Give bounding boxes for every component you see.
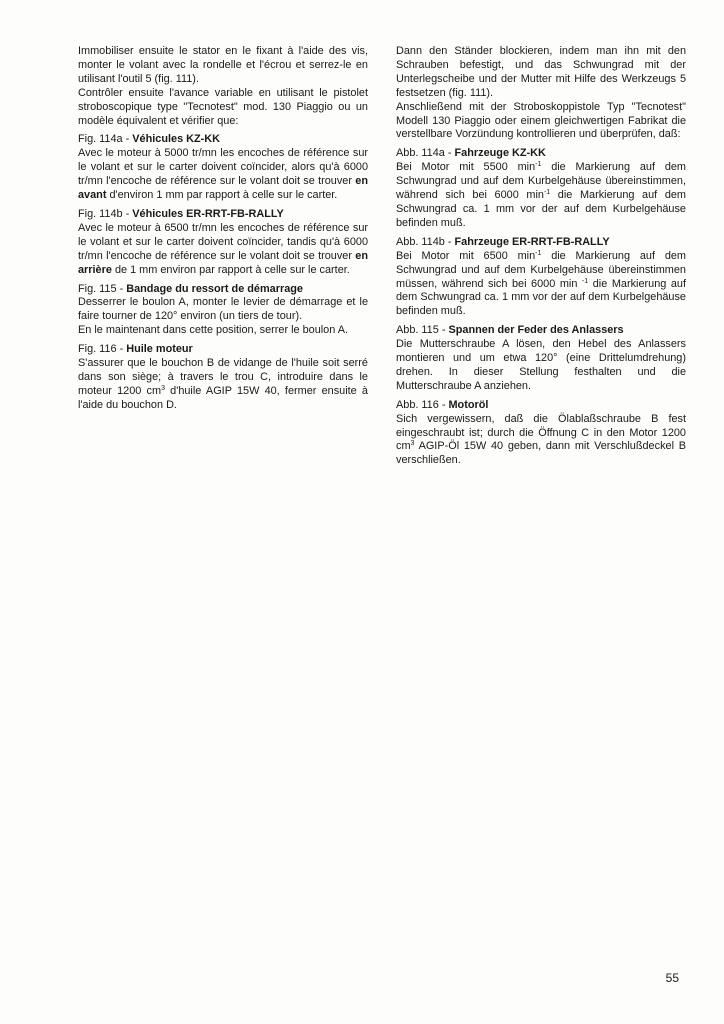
paragraph-intro-1: Immobiliser ensuite le stator en le fixant à l'aide des vis, monter le volant avec la rondelle et l'écrou et serrez-le en utilisant l'outil 5 (fig. 111). <box>78 45 368 85</box>
emphasis-text: en arrière <box>78 249 368 276</box>
figure-ref: Abb. 114a - <box>396 147 455 160</box>
figure-ref: Abb. 115 - <box>396 324 449 337</box>
section-body-115b: En le maintenant dans cette position, serrer le boulon A. <box>78 324 349 337</box>
section-heading-116 <box>396 399 686 413</box>
section-body-116 <box>78 357 368 413</box>
emphasis-text: en avant <box>78 175 368 202</box>
section-title: Véhicules ER-RRT-FB-RALLY <box>132 207 284 220</box>
body-text: Sich vergewissern, daß die Ölablaßschraube B fest eingeschraubt ist; durch die Öffnung C in den Motor 1200 cm <box>396 412 686 453</box>
section-title: Véhicules KZ-KK <box>132 133 221 146</box>
body-text: de 1 mm environ par rapport à celle sur le carter. <box>111 263 350 276</box>
section-heading-114b <box>78 208 368 222</box>
figure-ref: Abb. 114b - <box>396 235 455 248</box>
superscript: -1 <box>581 277 589 285</box>
section-title: Motoröl <box>448 398 489 411</box>
section-body-115a: Desserrer le boulon A, monter le levier de démarrage et le faire tourner de 120° environ (un tiers de tour). <box>78 296 368 323</box>
section-heading-114b <box>396 236 686 250</box>
body-text: d'huile AGIP 15W 40, fermer ensuite à l'aide du bouchon D. <box>78 384 368 411</box>
section-heading-114a <box>396 147 686 161</box>
section-body-114a <box>78 147 368 203</box>
section-title: Spannen der Feder des Anlassers <box>448 324 624 337</box>
german-column <box>396 45 686 468</box>
section-body-114b <box>396 250 686 320</box>
section-heading-115 <box>78 283 368 297</box>
figure-ref: Fig. 115 - <box>78 282 127 295</box>
section-title: Huile moteur <box>126 343 193 356</box>
figure-ref: Fig. 114b - <box>78 207 133 220</box>
superscript: -1 <box>535 249 542 257</box>
section-heading-115 <box>396 324 686 338</box>
superscript: 3 <box>161 384 165 392</box>
body-text: die Markierung auf dem Schwungrad und auf dem Kurbelgehäuse übereinstimmen müssen, während sich bei 6000 min <box>396 249 686 290</box>
paragraph-intro-2: Anschließend mit der Stroboskoppistole Typ "Tecnotest" Modell 130 Piaggio oder einem gleichwertigen Fabrikat die verstellbare Vorzündung kontrollieren und überprüfen, daß: <box>396 100 686 141</box>
superscript: 3 <box>410 440 415 448</box>
paragraph-intro-1: Dann den Ständer blockieren, indem man ihn mit den Schrauben befestigt, und das Schwungrad mit der Unterlegscheibe und der Mutter mit Hilfe des Werkzeugs 5 festsetzen (fig. 111). <box>396 45 686 99</box>
body-text: die Markierung auf dem Schwungrad ca. 1 mm vor der auf dem Kurbelgehäuse befinden muß. <box>396 277 687 318</box>
figure-ref: Abb. 116 - <box>396 398 449 411</box>
body-text: die Markierung auf dem Schwungrad ca. 1 mm vor der auf dem Kurbelgehäuse befinden muß. <box>396 189 687 229</box>
section-heading-116 <box>78 343 368 357</box>
body-text: Avec le moteur à 5000 tr/mn les encoches de référence sur le volant et sur le carter doivent coïncider, alors qu'à 6000 tr/mn l'encoche de référence sur le volant doit se trouver <box>78 147 368 188</box>
superscript: -1 <box>543 189 551 197</box>
body-text: S'assurer que le bouchon B de vidange de l'huile soit serré dans son siège; à travers le trou C, introduire dans le moteur 1200 cm <box>78 357 368 397</box>
paragraph-intro-2: Contrôler ensuite l'avance variable en utilisant le pistolet stroboscopique type "Tecnotest" mod. 130 Piaggio ou un modèle équivalent et vérifier que: <box>78 86 368 127</box>
section-heading-114a <box>78 133 368 147</box>
section-body-116 <box>396 413 686 469</box>
section-body-114a <box>396 161 686 231</box>
body-text: die Markierung auf dem Schwungrad und auf dem Kurbelgehäuse übereinstimmen, während sich bei 6000 min <box>396 161 686 202</box>
section-title: Fahrzeuge ER-RRT-FB-RALLY <box>454 235 610 248</box>
superscript: -1 <box>535 161 542 169</box>
figure-ref: Fig. 116 - <box>78 343 127 356</box>
body-text: Bei Motor mit 5500 min <box>396 161 536 174</box>
body-text: AGIP-Öl 15W 40 geben, dann mit Verschlußdeckel B verschließen. <box>396 440 686 467</box>
page-number: 55 <box>665 971 679 985</box>
french-column <box>78 45 368 413</box>
body-text: Avec le moteur à 6500 tr/mn les encoches de référence sur le volant et sur le carter doivent coïncider, tandis qu'à 6000 tr/mn l'encoche de référence sur le volant doit se trouver <box>78 221 368 262</box>
section-body-115: Die Mutterschraube A lösen, den Hebel des Anlassers montieren und um etwa 120° (eine Drittelumdrehung) drehen. In dieser Stellung festhalten und die Mutterschraube A anziehen. <box>396 338 686 392</box>
body-text: d'environ 1 mm par rapport à celle sur le carter. <box>106 189 338 202</box>
body-text: Bei Motor mit 6500 min <box>396 249 536 262</box>
section-title: Bandage du ressort de démarrage <box>126 282 303 295</box>
section-body-114b <box>78 222 368 278</box>
section-title: Fahrzeuge KZ-KK <box>454 147 546 160</box>
figure-ref: Fig. 114a - <box>78 133 133 146</box>
